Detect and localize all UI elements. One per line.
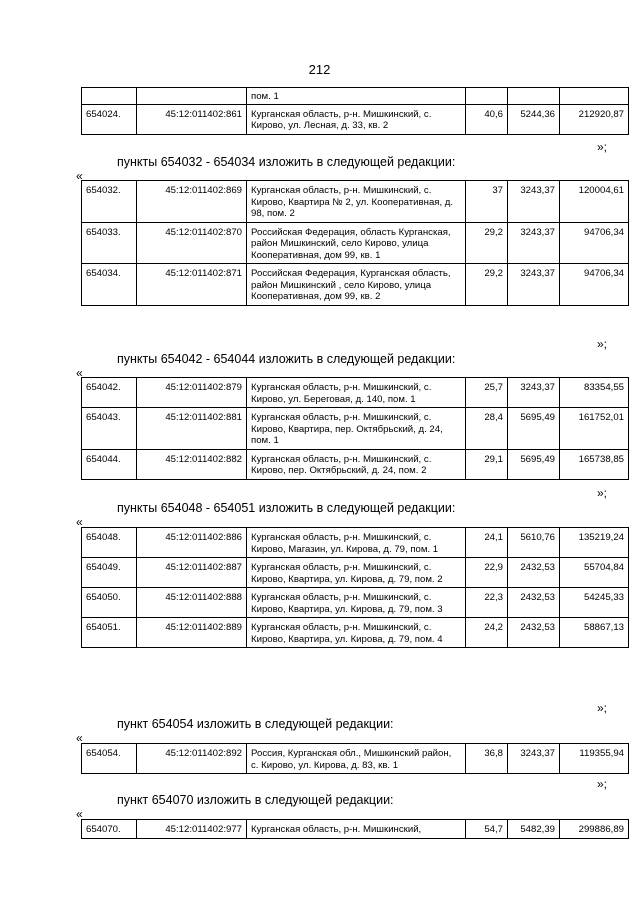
cell-address: Россия, Курганская обл., Мишкинский район, с. Кирово, ул. Кирова, д. 83, кв. 1	[247, 744, 466, 774]
cell-cadastral: 45:12:011402:886	[137, 528, 247, 558]
cell-num	[82, 88, 137, 105]
cell-area: 29,2	[466, 222, 508, 264]
cell-address: Российская Федерация, область Курганская, район Мишкинский, село Кирово, улица Кооперативная, дом 99, кв. 1	[247, 222, 466, 264]
cell-area: 29,2	[466, 264, 508, 306]
opening-quote: «	[76, 807, 83, 821]
cell-price: 2432,53	[508, 588, 560, 618]
section-intro: пункты 654042 - 654044 изложить в следующей редакции:	[117, 352, 456, 366]
cell-address: Курганская область, р-н. Мишкинский,	[247, 820, 466, 839]
cell-area: 24,1	[466, 528, 508, 558]
table-row	[82, 588, 629, 618]
cell-price: 3243,37	[508, 222, 560, 264]
table-row	[82, 618, 629, 648]
cell-address: пом. 1	[247, 88, 466, 105]
cell-price: 5610,76	[508, 528, 560, 558]
cell-num: 654044.	[82, 449, 137, 479]
section-table	[81, 377, 629, 480]
cell-total: 299886,89	[560, 820, 629, 839]
cell-num: 654033.	[82, 222, 137, 264]
table-row	[82, 181, 629, 223]
cell-num: 654032.	[82, 181, 137, 223]
cell-address: Курганская область, р-н. Мишкинский, с. Кирово, Квартира, ул. Кирова, д. 79, пом. 3	[247, 588, 466, 618]
cell-total: 161752,01	[560, 408, 629, 450]
cell-price: 5244,36	[508, 104, 560, 134]
section-table	[81, 819, 629, 839]
cell-area: 24,2	[466, 618, 508, 648]
cell-price: 2432,53	[508, 558, 560, 588]
closing-quote: »;	[597, 337, 608, 351]
page-number: 212	[308, 62, 331, 77]
cell-address: Курганская область, р-н. Мишкинский, с. Кирово, Квартира, ул. Кирова, д. 79, пом. 2	[247, 558, 466, 588]
table-row	[82, 104, 629, 134]
closing-quote: »;	[597, 701, 608, 715]
cell-total: 135219,24	[560, 528, 629, 558]
cell-area: 36,8	[466, 744, 508, 774]
table-row	[82, 558, 629, 588]
table-row	[82, 88, 629, 105]
cell-area: 29,1	[466, 449, 508, 479]
cell-cadastral: 45:12:011402:892	[137, 744, 247, 774]
cell-cadastral: 45:12:011402:888	[137, 588, 247, 618]
cell-address: Курганская область, р-н. Мишкинский, с. Кирово, ул. Береговая, д. 140, пом. 1	[247, 378, 466, 408]
table-row	[82, 744, 629, 774]
cell-num: 654042.	[82, 378, 137, 408]
table-row	[82, 528, 629, 558]
cell-address: Курганская область, р-н. Мишкинский, с. Кирово, ул. Лесная, д. 33, кв. 2	[247, 104, 466, 134]
cell-cadastral: 45:12:011402:977	[137, 820, 247, 839]
section-intro: пункт 654070 изложить в следующей редакции:	[117, 793, 394, 807]
cell-price: 2432,53	[508, 618, 560, 648]
cell-address: Курганская область, р-н. Мишкинский, с. Кирово, пер. Октябрьский, д. 24, пом. 2	[247, 449, 466, 479]
cell-num: 654049.	[82, 558, 137, 588]
cell-price: 5482,39	[508, 820, 560, 839]
cell-num: 654050.	[82, 588, 137, 618]
cell-cadastral: 45:12:011402:889	[137, 618, 247, 648]
cell-total: 94706,34	[560, 222, 629, 264]
cell-area: 28,4	[466, 408, 508, 450]
top-table	[81, 87, 629, 135]
table-row	[82, 264, 629, 306]
cell-area: 40,6	[466, 104, 508, 134]
cell-address: Курганская область, р-н. Мишкинский, с. Кирово, Квартира, пер. Октябрьский, д. 24, пом. 1	[247, 408, 466, 450]
table-row	[82, 820, 629, 839]
cell-price: 5695,49	[508, 449, 560, 479]
section-intro: пункты 654048 - 654051 изложить в следующей редакции:	[117, 501, 456, 515]
closing-quote: »;	[597, 486, 608, 500]
cell-num: 654034.	[82, 264, 137, 306]
closing-quote: »;	[597, 140, 608, 154]
cell-price: 5695,49	[508, 408, 560, 450]
cell-cadastral: 45:12:011402:871	[137, 264, 247, 306]
cell-address: Курганская область, р-н. Мишкинский, с. Кирово, Квартира, ул. Кирова, д. 79, пом. 4	[247, 618, 466, 648]
cell-num: 654051.	[82, 618, 137, 648]
cell-total: 55704,84	[560, 558, 629, 588]
opening-quote: «	[76, 366, 83, 380]
cell-cadastral: 45:12:011402:887	[137, 558, 247, 588]
cell-area: 22,3	[466, 588, 508, 618]
cell-num: 654024.	[82, 104, 137, 134]
cell-num: 654043.	[82, 408, 137, 450]
cell-num: 654054.	[82, 744, 137, 774]
cell-area: 54,7	[466, 820, 508, 839]
cell-cadastral: 45:12:011402:879	[137, 378, 247, 408]
section-table	[81, 743, 629, 774]
cell-total: 94706,34	[560, 264, 629, 306]
cell-address: Курганская область, р-н. Мишкинский, с. Кирово, Квартира № 2, ул. Кооперативная, д. 98, пом. 2	[247, 181, 466, 223]
section-table	[81, 527, 629, 648]
section-intro: пункт 654054 изложить в следующей редакции:	[117, 717, 394, 731]
cell-price: 3243,37	[508, 378, 560, 408]
section-table	[81, 180, 629, 306]
cell-price: 3243,37	[508, 744, 560, 774]
cell-cadastral: 45:12:011402:861	[137, 104, 247, 134]
cell-price: 3243,37	[508, 181, 560, 223]
cell-cadastral	[137, 88, 247, 105]
cell-total: 58867,13	[560, 618, 629, 648]
cell-address: Курганская область, р-н. Мишкинский, с. Кирово, Магазин, ул. Кирова, д. 79, пом. 1	[247, 528, 466, 558]
closing-quote: »;	[597, 777, 608, 791]
opening-quote: «	[76, 731, 83, 745]
cell-total: 212920,87	[560, 104, 629, 134]
opening-quote: «	[76, 515, 83, 529]
table-row	[82, 378, 629, 408]
section-intro: пункты 654032 - 654034 изложить в следующей редакции:	[117, 155, 456, 169]
cell-total: 83354,55	[560, 378, 629, 408]
table-row	[82, 222, 629, 264]
cell-cadastral: 45:12:011402:881	[137, 408, 247, 450]
table-row	[82, 408, 629, 450]
cell-total: 119355,94	[560, 744, 629, 774]
table-row	[82, 449, 629, 479]
cell-area: 25,7	[466, 378, 508, 408]
cell-price: 3243,37	[508, 264, 560, 306]
cell-area: 37	[466, 181, 508, 223]
cell-cadastral: 45:12:011402:869	[137, 181, 247, 223]
cell-area: 22,9	[466, 558, 508, 588]
cell-total: 165738,85	[560, 449, 629, 479]
cell-cadastral: 45:12:011402:882	[137, 449, 247, 479]
opening-quote: «	[76, 169, 83, 183]
cell-area	[466, 88, 508, 105]
cell-total: 120004,61	[560, 181, 629, 223]
cell-address: Российская Федерация, Курганская область, район Мишкинский , село Кирово, улица Кооперативная, дом 99, кв. 2	[247, 264, 466, 306]
cell-num: 654048.	[82, 528, 137, 558]
cell-price	[508, 88, 560, 105]
cell-cadastral: 45:12:011402:870	[137, 222, 247, 264]
cell-num: 654070.	[82, 820, 137, 839]
cell-total: 54245,33	[560, 588, 629, 618]
cell-total	[560, 88, 629, 105]
